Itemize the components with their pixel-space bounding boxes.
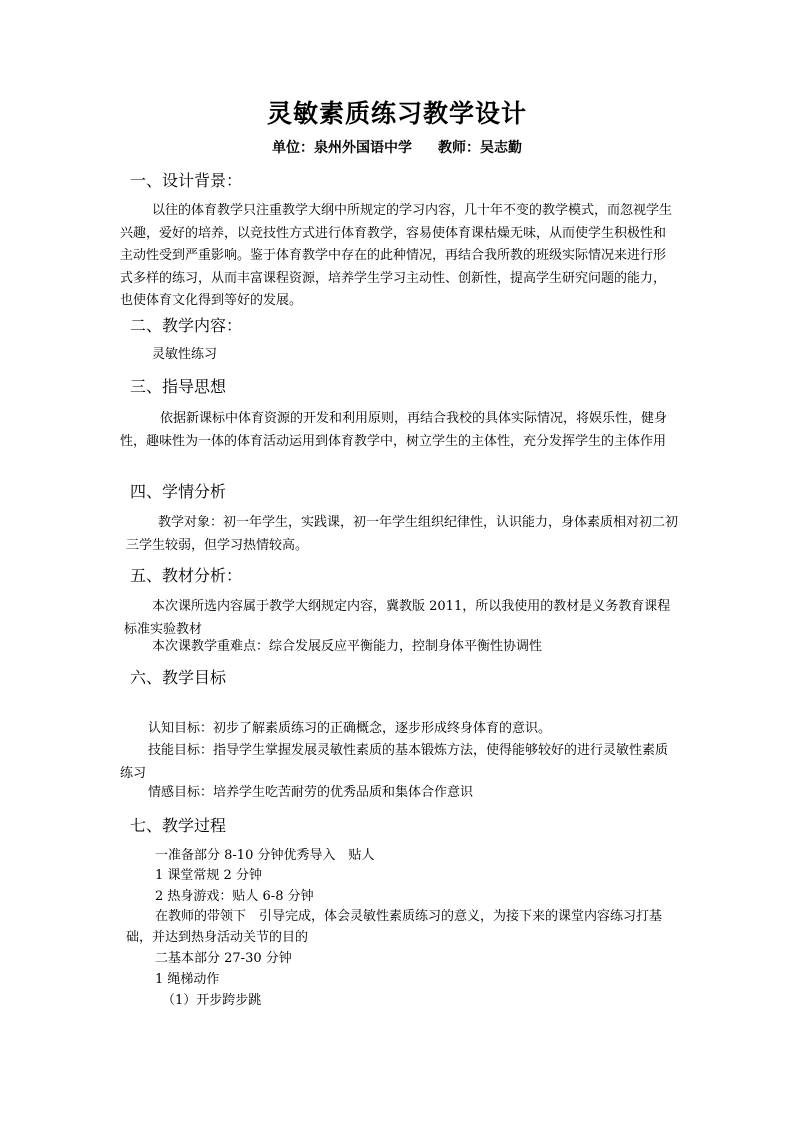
heading-background: 一、设计背景：: [130, 171, 243, 190]
materials-paragraph-1: 本次课所选内容属于教学大纲规定内容，冀教版 2011，所以我使用的教材是义务教育课程标准实验教材: [124, 599, 671, 637]
heading-guiding: 三、指导思想: [130, 377, 227, 396]
teacher-label: 教师：吴志勤: [438, 140, 522, 156]
heading-materials: 五、教材分析：: [130, 566, 243, 585]
objective-cognitive: 认知目标：初步了解素质练习的正确概念，逐步形成终身体育的意识。: [148, 721, 552, 736]
process-line-5: 二基本部分 27-30 分钟: [155, 951, 292, 966]
document-title: 灵敏素质练习教学设计: [266, 99, 527, 128]
heading-content: 二、教学内容：: [130, 316, 243, 335]
objective-affective: 情感目标：培养学生吃苦耐劳的优秀品质和集体合作意识: [148, 785, 474, 800]
materials-paragraph-2: 本次课教学重难点：综合发展反应平衡能力，控制身体平衡性协调性: [152, 639, 543, 654]
guiding-paragraph: 依据新课标中体育资源的开发和利用原则，再结合我校的具体实际情况，将娱乐性，健身性，趣味性为一体的体育活动运用到体育教学中，树立学生的主体性，充分发挥学生的主体作用: [120, 411, 668, 449]
content-text: 灵敏性练习: [152, 347, 218, 362]
process-line-2: 1 课堂常规 2 分钟: [155, 868, 262, 883]
process-line-1: 一准备部分 8-10 分钟优秀导入 贴人: [155, 848, 375, 863]
heading-objectives: 六、教学目标: [130, 668, 227, 687]
background-paragraph: 以往的体育教学只注重教学大纲中所规定的学习内容，几十年不变的教学模式，而忽视学生兴趣，爱好的培养，以竞技性方式进行体育教学，容易使体育课枯燥无味，从而使学生积极性和主动性受到严重影响。鉴于体育教学中存在的此种情况，再结合我所教的班级实际情况来进行形式多样的练习，从而丰富课程资源，培养学生学习主动性、创新性，提高学生研究问题的能力，也使体育文化得到等好的发展。: [120, 203, 673, 308]
heading-process: 七、教学过程: [130, 816, 227, 835]
unit-label: 单位：泉州外国语中学: [272, 140, 412, 156]
learners-paragraph: 教学对象：初一年学生，实践课，初一年学生组织纪律性，认识能力，身体素质相对初二初三学生较弱，但学习热情较高。: [126, 515, 679, 553]
process-line-3: 2 热身游戏：贴人 6-8 分钟: [155, 889, 314, 904]
byline: [0, 139, 794, 157]
process-line-4: 在教师的带领下 引导完成，体会灵敏性素质练习的意义，为接下来的课堂内容练习打基础，并达到热身活动关节的目的: [126, 909, 663, 945]
process-line-7: （1）开步跨步跳: [162, 993, 262, 1008]
process-line-6: 1 绳梯动作: [155, 972, 220, 987]
heading-learners: 四、学情分析: [130, 482, 227, 501]
objective-skill: 技能目标：指导学生掌握发展灵敏性素质的基本锻炼方法，使得能够较好的进行灵敏性素质练习: [120, 743, 669, 781]
